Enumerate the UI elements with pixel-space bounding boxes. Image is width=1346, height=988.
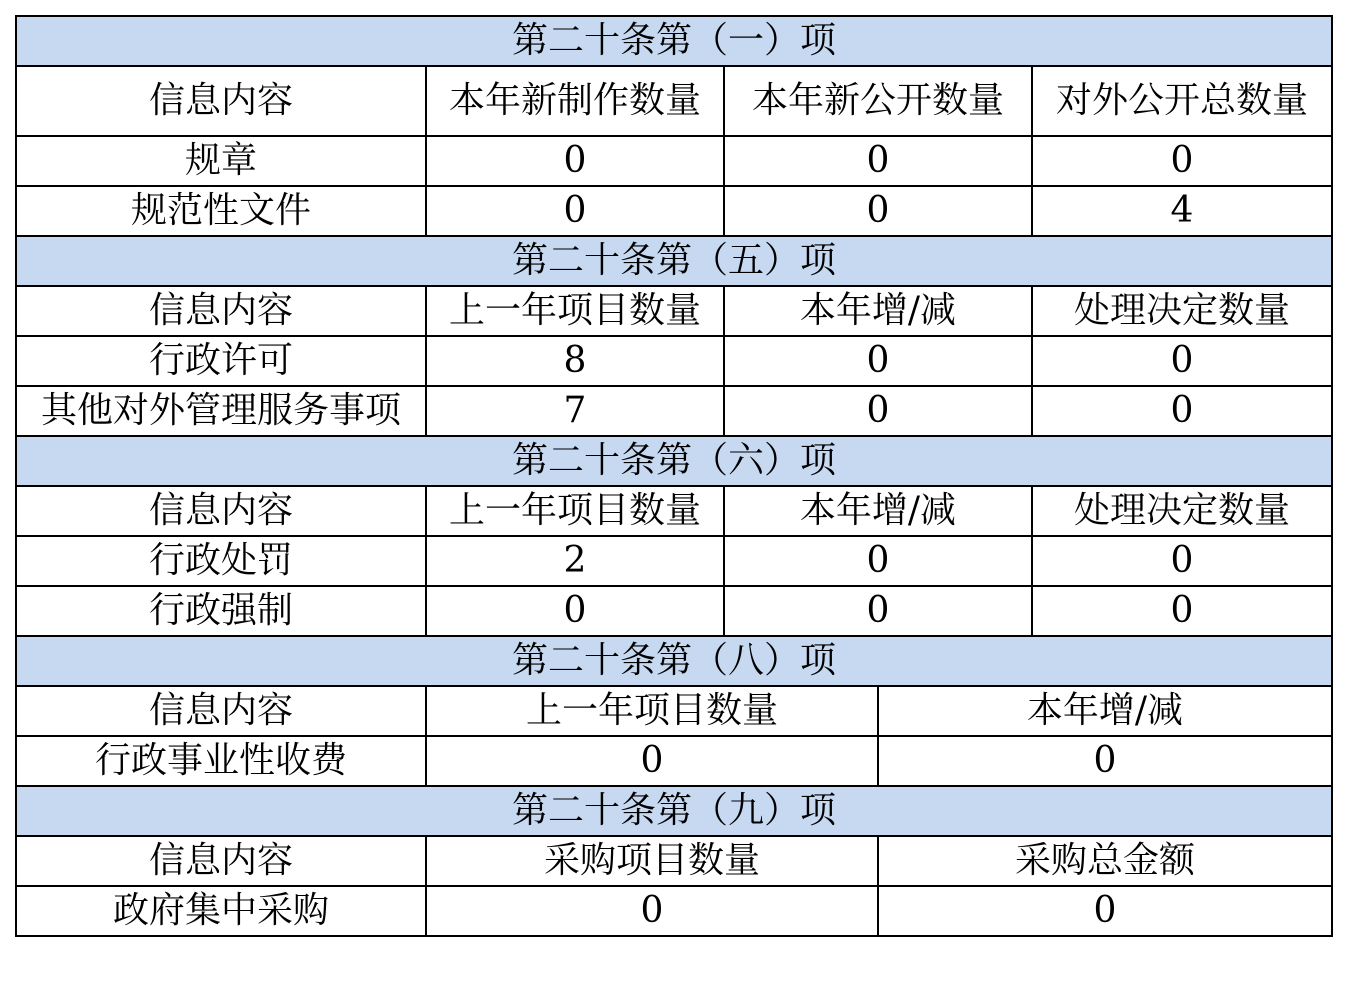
table-cell: 2 (426, 536, 724, 586)
row-label: 行政处罚 (16, 536, 426, 586)
table-cell: 0 (878, 736, 1332, 786)
section-header-row (16, 786, 1332, 836)
table-cell: 0 (1032, 136, 1332, 186)
row-label: 行政强制 (16, 586, 426, 636)
table-cell: 0 (724, 586, 1032, 636)
column-header: 上一年项目数量 (426, 486, 724, 536)
table-cell: 0 (724, 386, 1032, 436)
table-cell: 0 (426, 886, 878, 936)
column-header: 信息内容 (16, 686, 426, 736)
column-header: 上一年项目数量 (426, 686, 878, 736)
column-header-row (16, 686, 1332, 736)
section-title: 第二十条第（一）项 (16, 16, 1332, 66)
column-header: 本年新制作数量 (426, 66, 724, 136)
table-cell: 0 (1032, 536, 1332, 586)
section-header-row (16, 436, 1332, 486)
column-header: 本年增/减 (724, 486, 1032, 536)
table-row (16, 386, 1332, 436)
row-label: 规章 (16, 136, 426, 186)
column-header: 本年增/减 (724, 286, 1032, 336)
section-header-row (16, 236, 1332, 286)
table-cell: 0 (426, 736, 878, 786)
table-cell: 0 (426, 186, 724, 236)
table-cell: 0 (1032, 336, 1332, 386)
column-header: 本年新公开数量 (724, 66, 1032, 136)
table-cell: 0 (426, 136, 724, 186)
column-header-row (16, 836, 1332, 886)
table-cell: 0 (724, 536, 1032, 586)
table-row (16, 186, 1332, 236)
table-row (16, 536, 1332, 586)
row-label: 其他对外管理服务事项 (16, 386, 426, 436)
column-header: 对外公开总数量 (1032, 66, 1332, 136)
table-cell: 8 (426, 336, 724, 386)
table-row (16, 136, 1332, 186)
table-row (16, 886, 1332, 936)
section-title: 第二十条第（八）项 (16, 636, 1332, 686)
row-label: 政府集中采购 (16, 886, 426, 936)
table-row (16, 586, 1332, 636)
column-header: 信息内容 (16, 286, 426, 336)
column-header-row (16, 486, 1332, 536)
section-header-row (16, 16, 1332, 66)
row-label: 行政许可 (16, 336, 426, 386)
table-cell: 0 (426, 586, 724, 636)
column-header: 信息内容 (16, 486, 426, 536)
table-cell: 0 (724, 336, 1032, 386)
table-cell: 0 (1032, 386, 1332, 436)
column-header: 处理决定数量 (1032, 286, 1332, 336)
column-header: 采购项目数量 (426, 836, 878, 886)
row-label: 行政事业性收费 (16, 736, 426, 786)
table-cell: 0 (724, 186, 1032, 236)
table-row (16, 736, 1332, 786)
section-title: 第二十条第（五）项 (16, 236, 1332, 286)
column-header: 处理决定数量 (1032, 486, 1332, 536)
column-header: 上一年项目数量 (426, 286, 724, 336)
column-header-row (16, 66, 1332, 136)
table-row (16, 336, 1332, 386)
table-cell: 0 (1032, 586, 1332, 636)
section-header-row (16, 636, 1332, 686)
table-cell: 0 (878, 886, 1332, 936)
column-header: 采购总金额 (878, 836, 1332, 886)
column-header: 本年增/减 (878, 686, 1332, 736)
section-title: 第二十条第（九）项 (16, 786, 1332, 836)
table-cell: 4 (1032, 186, 1332, 236)
table-cell: 7 (426, 386, 724, 436)
row-label: 规范性文件 (16, 186, 426, 236)
disclosure-table (15, 15, 1333, 937)
column-header: 信息内容 (16, 836, 426, 886)
column-header: 信息内容 (16, 66, 426, 136)
table-cell: 0 (724, 136, 1032, 186)
section-title: 第二十条第（六）项 (16, 436, 1332, 486)
column-header-row (16, 286, 1332, 336)
